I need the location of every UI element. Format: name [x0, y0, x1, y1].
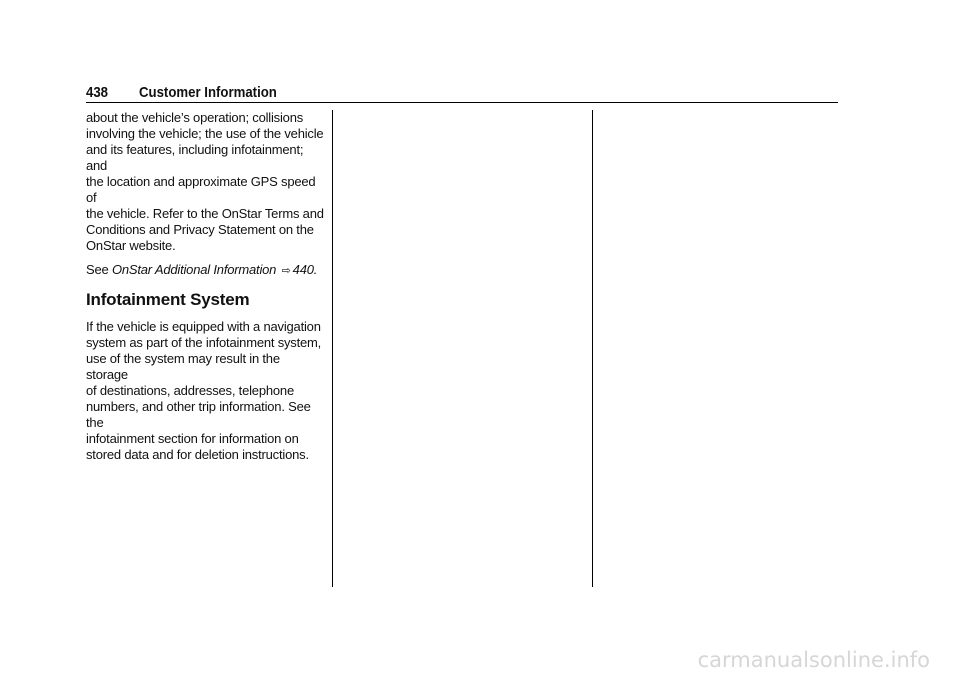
- page-header: [86, 84, 838, 102]
- column-one: [86, 110, 324, 463]
- intro-line: the location and approximate GPS speed of: [86, 174, 316, 205]
- see-reference: [86, 262, 324, 279]
- body-line: system as part of the infotainment system,: [86, 335, 322, 350]
- intro-line: involving the vehicle; the use of the vehicle: [86, 126, 324, 141]
- reference-page-number[interactable]: 440.: [292, 262, 318, 277]
- page-number: 438: [86, 84, 109, 101]
- header-rule: [86, 102, 838, 103]
- intro-line: about the vehicle’s operation; collisions: [86, 110, 304, 125]
- page-arrow-icon: ⇨: [281, 265, 291, 277]
- intro-line: and its features, including infotainment; and: [86, 142, 304, 173]
- body-line: of destinations, addresses, telephone: [86, 383, 294, 398]
- body-line: If the vehicle is equipped with a navigation: [86, 319, 321, 334]
- see-prefix: See: [86, 262, 109, 277]
- intro-line: OnStar website.: [86, 238, 176, 253]
- body-line: stored data and for deletion instructions.: [86, 447, 309, 462]
- body-line: infotainment section for information on: [86, 431, 299, 446]
- body-line: use of the system may result in the storage: [86, 351, 280, 382]
- column-divider-left: [332, 110, 333, 587]
- intro-line: Conditions and Privacy Statement on the: [86, 222, 314, 237]
- watermark: carmanualsonline.info: [697, 648, 930, 672]
- infotainment-paragraph: [86, 319, 324, 463]
- body-line: numbers, and other trip information. See the: [86, 399, 311, 430]
- intro-line: the vehicle. Refer to the OnStar Terms and: [86, 206, 324, 221]
- intro-paragraph: [86, 110, 324, 254]
- column-divider-right: [592, 110, 593, 587]
- cross-reference-link[interactable]: OnStar Additional Information: [111, 262, 277, 277]
- section-heading: Infotainment System: [86, 290, 250, 309]
- section-title: Customer Information: [139, 84, 277, 101]
